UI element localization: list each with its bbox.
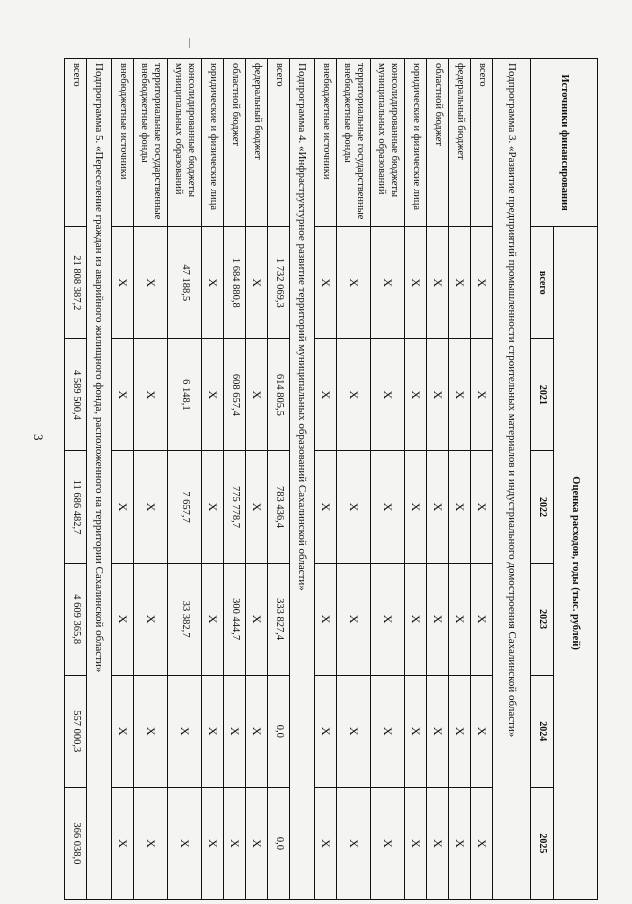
- value-cell: X: [202, 563, 224, 675]
- value-cell: X: [427, 787, 449, 899]
- value-cell: X: [315, 675, 337, 787]
- value-cell: 4 609 365,8: [65, 563, 87, 675]
- value-cell: X: [202, 675, 224, 787]
- value-cell: X: [202, 227, 224, 339]
- table-row: [427, 59, 449, 900]
- rotated-table-container: [64, 58, 598, 900]
- header-year: 2024: [531, 675, 554, 787]
- value-cell: X: [427, 675, 449, 787]
- table-row: [65, 59, 87, 900]
- source-cell: внебюджетные источники: [112, 59, 134, 227]
- value-cell: X: [315, 451, 337, 563]
- value-cell: X: [449, 675, 471, 787]
- table-row: [168, 59, 202, 900]
- table-row: [224, 59, 246, 900]
- table-row: [337, 59, 371, 900]
- value-cell: X: [112, 563, 134, 675]
- source-cell: федеральный бюджет: [246, 59, 268, 227]
- value-cell: X: [371, 339, 405, 451]
- value-cell: X: [471, 451, 493, 563]
- value-cell: X: [168, 675, 202, 787]
- value-cell: X: [202, 339, 224, 451]
- table-row: [134, 59, 168, 900]
- value-cell: X: [449, 227, 471, 339]
- value-cell: X: [168, 787, 202, 899]
- value-cell: 11 686 482,7: [65, 451, 87, 563]
- value-cell: X: [449, 339, 471, 451]
- value-cell: X: [134, 675, 168, 787]
- value-cell: X: [405, 451, 427, 563]
- value-cell: X: [405, 339, 427, 451]
- financing-table: [64, 58, 598, 900]
- value-cell: 0,0: [268, 787, 290, 899]
- value-cell: X: [315, 563, 337, 675]
- value-cell: X: [405, 787, 427, 899]
- value-cell: X: [471, 339, 493, 451]
- table-row: [405, 59, 427, 900]
- source-cell: территориальные государственные внебюджетные фонды: [134, 59, 168, 227]
- value-cell: X: [405, 563, 427, 675]
- value-cell: 608 657,4: [224, 339, 246, 451]
- value-cell: X: [202, 787, 224, 899]
- value-cell: X: [112, 451, 134, 563]
- value-cell: X: [471, 675, 493, 787]
- section-title-row: [87, 59, 112, 900]
- table-row: [371, 59, 405, 900]
- value-cell: 47 188,5: [168, 227, 202, 339]
- value-cell: 33 382,7: [168, 563, 202, 675]
- value-cell: X: [371, 787, 405, 899]
- value-cell: X: [405, 675, 427, 787]
- source-cell: областной бюджет: [224, 59, 246, 227]
- source-cell: всего: [65, 59, 87, 227]
- value-cell: X: [449, 563, 471, 675]
- value-cell: 333 827,4: [268, 563, 290, 675]
- header-year: 2025: [531, 787, 554, 899]
- header-estimate: Оценка расходов, годы (тыс. рублей): [553, 227, 597, 900]
- source-cell: территориальные государственные внебюджетные фонды: [337, 59, 371, 227]
- value-cell: X: [246, 227, 268, 339]
- value-cell: X: [134, 787, 168, 899]
- table-row: [471, 59, 493, 900]
- value-cell: X: [371, 451, 405, 563]
- value-cell: 0,0: [268, 675, 290, 787]
- value-cell: X: [112, 227, 134, 339]
- value-cell: X: [337, 227, 371, 339]
- value-cell: X: [427, 339, 449, 451]
- value-cell: X: [405, 227, 427, 339]
- value-cell: X: [246, 675, 268, 787]
- value-cell: X: [449, 787, 471, 899]
- value-cell: X: [471, 563, 493, 675]
- section-title: Подпрограмма 4. «Инфраструктурное развитие территорий муниципальных образований Сахалинской области»: [290, 59, 315, 900]
- source-cell: всего: [471, 59, 493, 227]
- scan-mark: [189, 38, 190, 48]
- value-cell: 4 589 500,4: [65, 339, 87, 451]
- value-cell: 775 778,7: [224, 451, 246, 563]
- header-year: 2022: [531, 451, 554, 563]
- header-year: 2023: [531, 563, 554, 675]
- section-title: Подпрограмма 3. «Развитие предприятий промышленности строительных материалов и индустриального домостроения Сахалинской области»: [493, 59, 531, 900]
- section-title-row: [290, 59, 315, 900]
- value-cell: X: [224, 675, 246, 787]
- value-cell: 1 732 069,3: [268, 227, 290, 339]
- value-cell: X: [134, 451, 168, 563]
- value-cell: X: [315, 227, 337, 339]
- value-cell: 366 038,0: [65, 787, 87, 899]
- value-cell: X: [427, 227, 449, 339]
- value-cell: X: [112, 675, 134, 787]
- value-cell: 1 684 880,8: [224, 227, 246, 339]
- source-cell: внебюджетные источники: [315, 59, 337, 227]
- value-cell: X: [337, 675, 371, 787]
- value-cell: 21 808 387,2: [65, 227, 87, 339]
- source-cell: консолидированные бюджеты муниципальных образований: [371, 59, 405, 227]
- value-cell: X: [134, 563, 168, 675]
- value-cell: X: [427, 563, 449, 675]
- value-cell: X: [371, 563, 405, 675]
- source-cell: федеральный бюджет: [449, 59, 471, 227]
- table-row: [202, 59, 224, 900]
- value-cell: 300 444,7: [224, 563, 246, 675]
- header-year: всего: [531, 227, 554, 339]
- value-cell: X: [246, 787, 268, 899]
- page-number: 3: [31, 434, 46, 441]
- value-cell: X: [337, 451, 371, 563]
- source-cell: юридические и физические лица: [202, 59, 224, 227]
- value-cell: X: [246, 563, 268, 675]
- value-cell: 614 805,5: [268, 339, 290, 451]
- value-cell: X: [337, 563, 371, 675]
- table-row: [449, 59, 471, 900]
- source-cell: консолидированные бюджеты муниципальных образований: [168, 59, 202, 227]
- header-year: 2021: [531, 339, 554, 451]
- section-title-row: [493, 59, 531, 900]
- value-cell: X: [337, 787, 371, 899]
- source-cell: юридические и физические лица: [405, 59, 427, 227]
- value-cell: X: [315, 339, 337, 451]
- table-row: [246, 59, 268, 900]
- value-cell: X: [202, 451, 224, 563]
- table-row: [315, 59, 337, 900]
- value-cell: 7 657,7: [168, 451, 202, 563]
- table-row: [112, 59, 134, 900]
- value-cell: X: [112, 787, 134, 899]
- value-cell: X: [471, 227, 493, 339]
- source-cell: областной бюджет: [427, 59, 449, 227]
- value-cell: X: [246, 339, 268, 451]
- value-cell: 783 436,4: [268, 451, 290, 563]
- value-cell: X: [315, 787, 337, 899]
- value-cell: 6 148,1: [168, 339, 202, 451]
- value-cell: X: [371, 227, 405, 339]
- value-cell: 557 000,3: [65, 675, 87, 787]
- value-cell: X: [246, 451, 268, 563]
- value-cell: X: [449, 451, 471, 563]
- value-cell: X: [371, 675, 405, 787]
- source-cell: всего: [268, 59, 290, 227]
- table-row: [268, 59, 290, 900]
- value-cell: X: [112, 339, 134, 451]
- value-cell: X: [471, 787, 493, 899]
- value-cell: X: [134, 339, 168, 451]
- value-cell: X: [337, 339, 371, 451]
- value-cell: X: [224, 787, 246, 899]
- header-sources: Источники финансирования: [531, 59, 598, 227]
- section-title: Подпрограмма 5. «Переселение граждан из аварийного жилищного фонда, расположенного на территории Сахалинской области»: [87, 59, 112, 900]
- value-cell: X: [427, 451, 449, 563]
- value-cell: X: [134, 227, 168, 339]
